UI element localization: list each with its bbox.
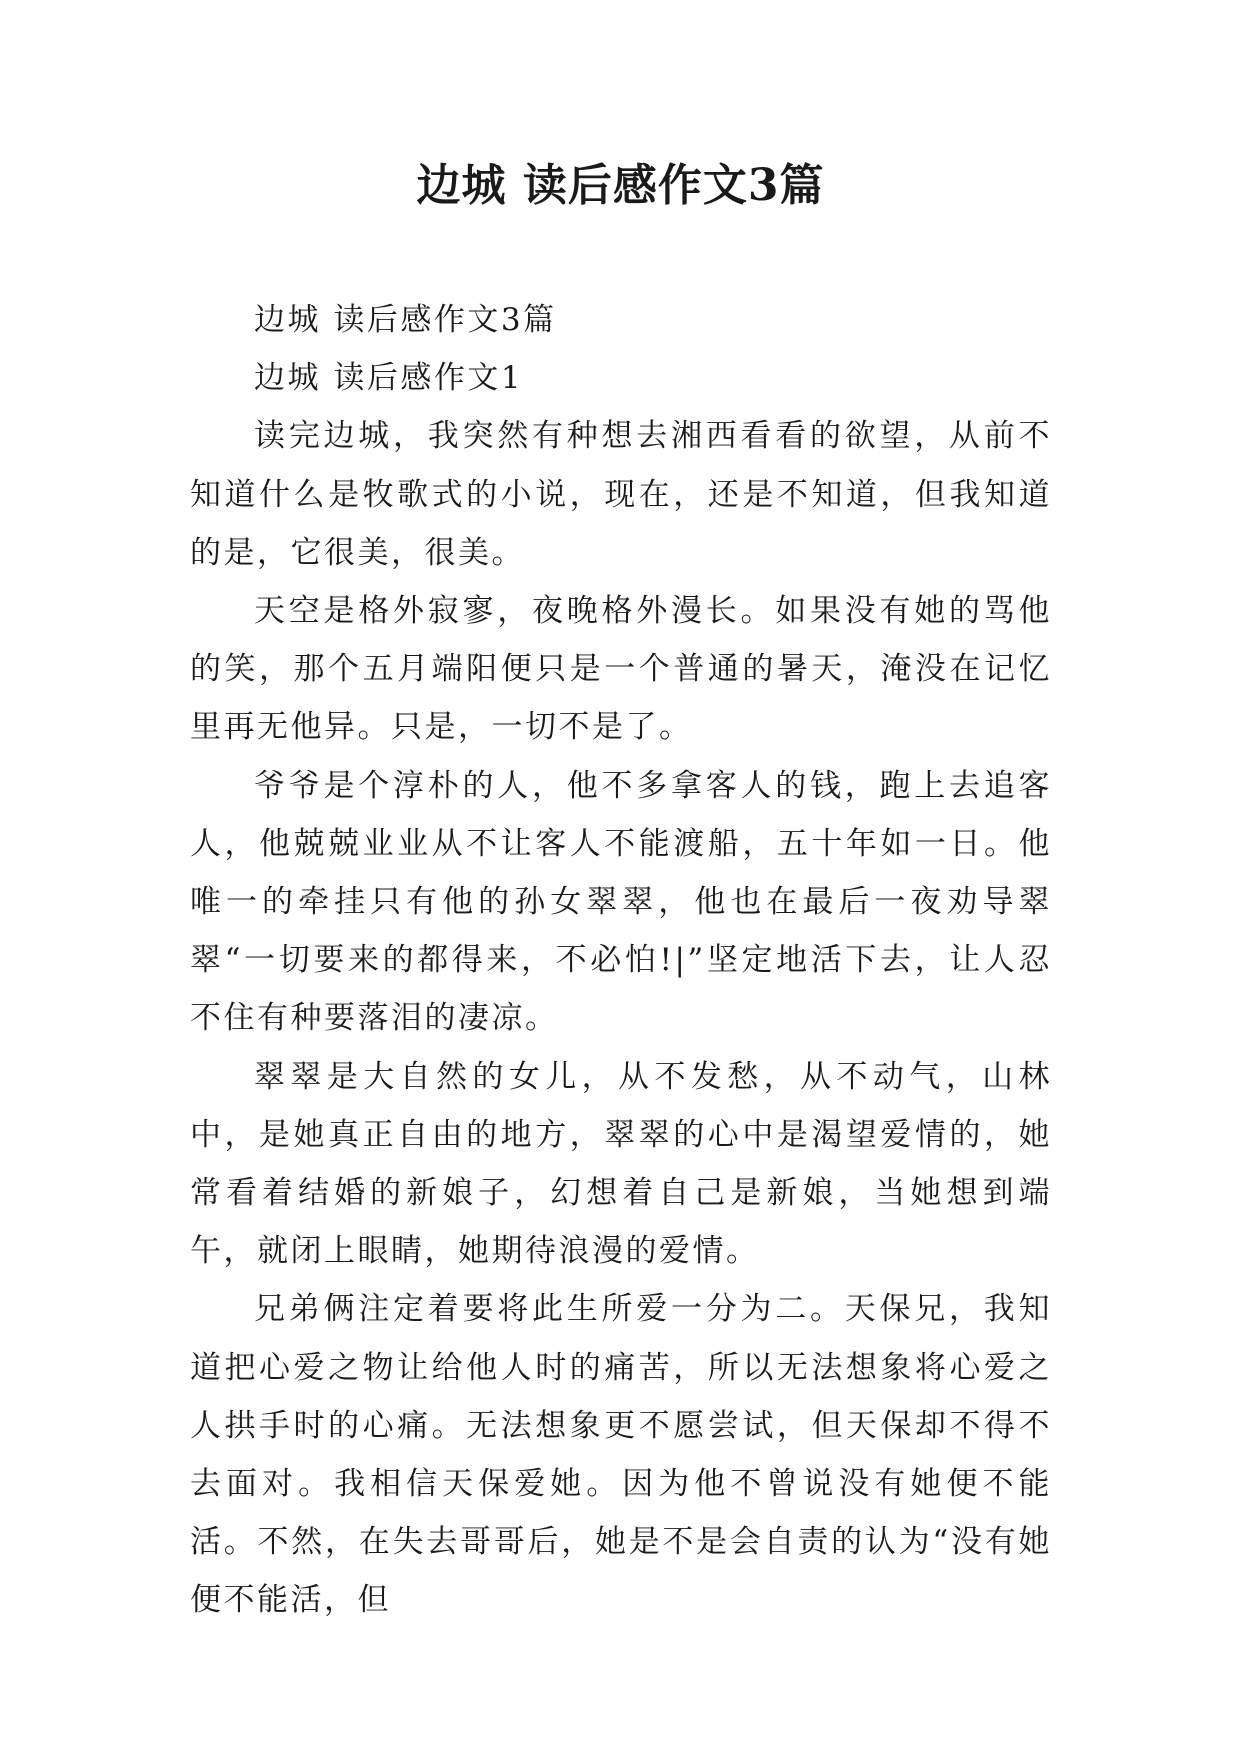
- paragraph: 爷爷是个淳朴的人，他不多拿客人的钱，跑上去追客人，他兢兢业业从不让客人不能渡船，五十年如一日。他唯一的牵挂只有他的孙女翠翠，他也在最后一夜劝导翠翠“一切要来的都得来，不必怕!|”坚定地活下去，让人忍不住有种要落泪的凄凉。: [190, 767, 1052, 1037]
- paragraph: 翠翠是大自然的女儿，从不发愁，从不动气，山林中，是她真正自由的地方，翠翠的心中是渴望爱情的，她常看着结婚的新娘子，幻想着自己是新娘，当她想到端午，就闭上眼睛，她期待浪漫的爱情。: [190, 1058, 1052, 1270]
- paragraph: 读完边城，我突然有种想去湘西看看的欲望，从前不知道什么是牧歌式的小说，现在，还是不知道，但我知道的是，它很美，很美。: [190, 418, 1052, 571]
- paragraph-heading-main: 边城 读后感作文3篇: [254, 302, 557, 338]
- paragraph-heading-essay-1: 边城 读后感作文1: [254, 360, 524, 397]
- document-title: 边城 读后感作文3篇: [416, 160, 825, 211]
- document-body: [190, 291, 1052, 1630]
- paragraph: 兄弟俩注定着要将此生所爱一分为二。天保兄，我知道把心爱之物让给他人时的痛苦，所以无法想象将心爱之人拱手时的心痛。无法想象更不愿尝试，但天保却不得不去面对。我相信天保爱她。因为他不曾说没有她便不能活。不然，在失去哥哥后，她是不是会自责的认为“没有她便不能活，但: [190, 1291, 1052, 1619]
- paragraph: 天空是格外寂寥，夜晚格外漫长。如果没有她的骂他的笑，那个五月端阳便只是一个普通的暑天，淹没在记忆里再无他异。只是，一切不是了。: [190, 593, 1052, 746]
